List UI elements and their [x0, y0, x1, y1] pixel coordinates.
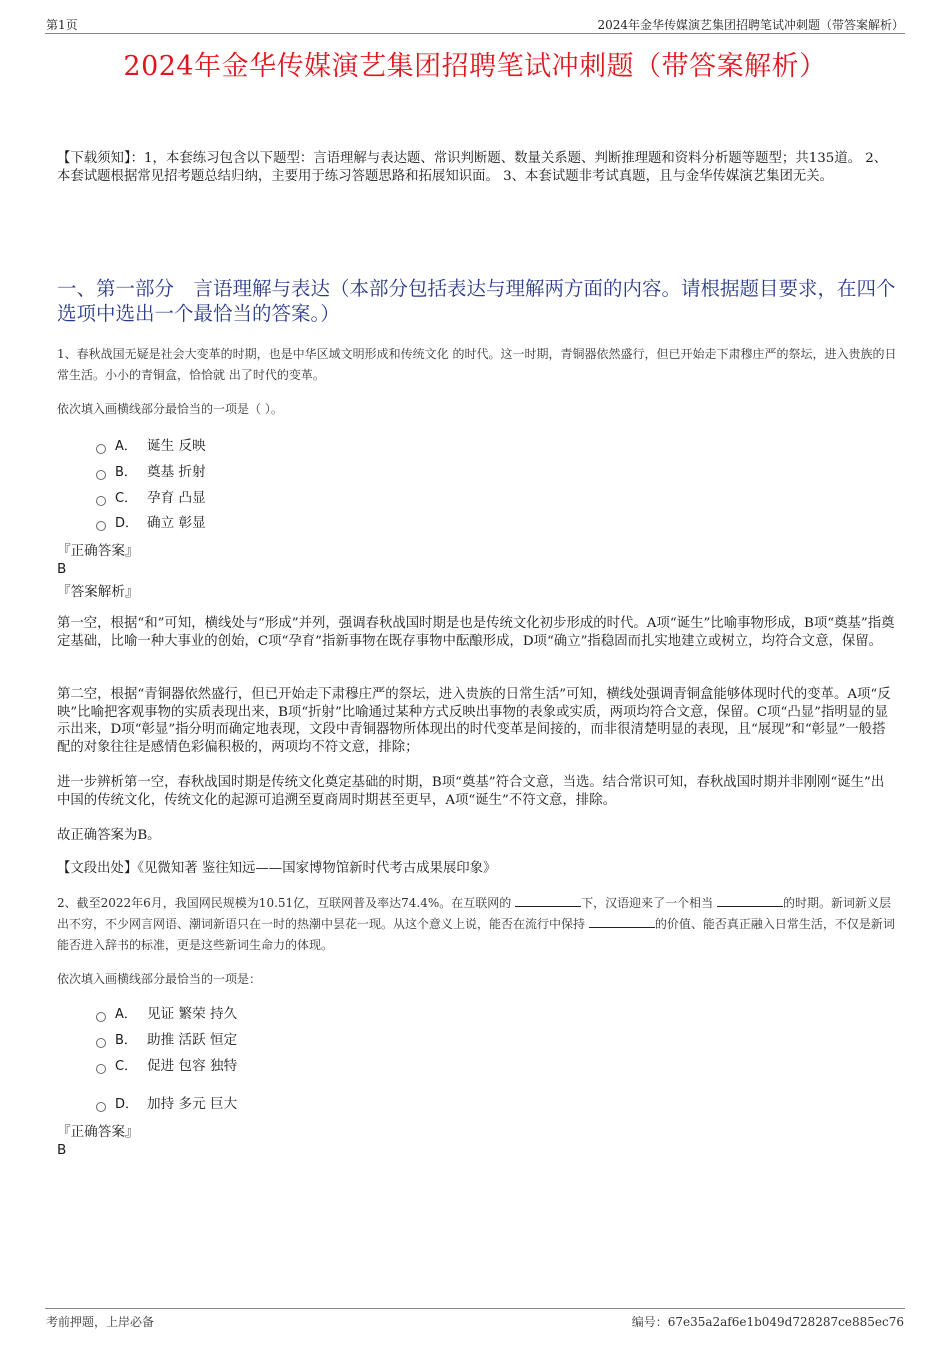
radio-icon[interactable] — [96, 444, 106, 454]
question-2-prompt: 依次填入画横线部分最恰当的一项是： — [57, 972, 262, 986]
question-2-answer: B — [57, 1142, 67, 1158]
footer-document-id: 编号：67e35a2af6e1b049d728287ce885ec76 — [631, 1315, 904, 1329]
blank-2 — [717, 906, 783, 907]
question-2-option-a[interactable]: A． 见证 繁荣 持久 — [96, 1004, 237, 1024]
question-1-prompt: 依次填入画横线部分最恰当的一项是（ ）。 — [57, 402, 283, 416]
footer-slogan: 考前押题，上岸必备 — [46, 1315, 155, 1329]
radio-icon[interactable] — [96, 1102, 106, 1112]
question-1-option-b[interactable]: B． 奠基 折射 — [96, 462, 206, 482]
blank-3 — [589, 927, 655, 928]
question-2-stem: 2、截至2022年6月，我国网民规模为10.51亿，互联网普及率达74.4%。在互联网的 下，汉语迎来了一个相当 的时期。新词新义层出不穷，不少网言网语、潮词新语只在一时的热潮中昙花一现。从这个意义上说，能否在流行中保持 的价值、能否真正融入日常生活，不仅是新词能否进入辞书的标准，更是这些新词生命力的体现。 — [57, 896, 895, 952]
question-1-analysis-2: 第二空，根据“青铜器依然盛行，但已开始走下肃穆庄严的祭坛，进入贵族的日常生活”可知，横线处强调青铜盒能够体现时代的变革。A项“反映”比喻把客观事物的实质表现出来，B项“折射”比喻通过某种方式反映出事物的表象或实质，两项均符合文意，保留。C项“凸显”指明显的显示出来，D项“彰显”指分明而确定地表现，文段中青铜器物所体现出的时代变革是间接的，而非很清楚明显的表现，且“展现”和“彰显”一般搭配的对象往往是感情色彩偏积极的，两项均不符文意，排除； — [57, 687, 891, 755]
question-1-option-c[interactable]: C． 孕育 凸显 — [96, 488, 206, 508]
page-title: 2024年金华传媒演艺集团招聘笔试冲刺题（带答案解析） — [123, 51, 827, 82]
page-number: 第1页 — [46, 18, 78, 32]
header-doc-title: 2024年金华传媒演艺集团招聘笔试冲刺题（带答案解析） — [597, 18, 904, 32]
radio-icon[interactable] — [96, 521, 106, 531]
radio-icon[interactable] — [96, 470, 106, 480]
question-2-answer-heading: 『正确答案』 — [57, 1124, 139, 1140]
question-1-answer: B — [57, 561, 67, 577]
radio-icon[interactable] — [96, 496, 106, 506]
radio-icon[interactable] — [96, 1038, 106, 1048]
blank-1 — [515, 906, 581, 907]
question-1-option-a[interactable]: A． 诞生 反映 — [96, 436, 206, 456]
section-heading: 一、第一部分 言语理解与表达（本部分包括表达与理解两方面的内容。请根据题目要求，在四个选项中选出一个最恰当的答案。） — [57, 277, 896, 325]
question-1-analysis-1: 第一空，根据“和”可知，横线处与“形成”并列，强调春秋战国时期是也是传统文化初步形成的时代。A项“诞生”比喻事物形成，B项“奠基”指奠定基础，比喻一种大事业的创始，C项“孕育”指新事物在既存事物中酝酿形成，D项“确立”指稳固而扎实地建立或树立，均符合文意，保留。 — [57, 616, 895, 649]
header-rule — [45, 33, 905, 34]
question-1-analysis-3: 进一步辨析第一空，春秋战国时期是传统文化奠定基础的时期，B项“奠基”符合文意，当选。结合常识可知，春秋战国时期并非刚刚“诞生”出中国的传统文化，传统文化的起源可追溯至夏商周时期甚至更早，A项“诞生”不符文意，排除。 — [57, 775, 885, 808]
footer-rule — [45, 1308, 905, 1309]
question-1-analysis-4: 故正确答案为B。 — [57, 828, 161, 843]
question-2-option-b[interactable]: B． 助推 活跃 恒定 — [96, 1030, 237, 1050]
question-1-source: 【文段出处】《见微知著 鉴往知远——国家博物馆新时代考古成果展印象》 — [57, 861, 497, 876]
question-2-option-d[interactable]: D． 加持 多元 巨大 — [96, 1094, 237, 1114]
question-2-option-c[interactable]: C． 促进 包容 独特 — [96, 1056, 237, 1076]
question-1-answer-heading: 『正确答案』 — [57, 543, 139, 559]
radio-icon[interactable] — [96, 1012, 106, 1022]
question-1-analysis-heading: 『答案解析』 — [57, 584, 139, 600]
download-notice: 【下载须知】：1，本套练习包含以下题型：言语理解与表达题、常识判断题、数量关系题、判断推理题和资料分析题等题型；共135道。 2、本套试题根据常见招考题总结归纳，主要用于练习答题思路和拓展知识面。 3、本套试题非考试真题，且与金华传媒演艺集团无关。 — [57, 151, 888, 184]
radio-icon[interactable] — [96, 1064, 106, 1074]
question-1-option-d[interactable]: D． 确立 彰显 — [96, 513, 206, 533]
question-1-stem: 1、春秋战国无疑是社会大变革的时期，也是中华区域文明形成和传统文化 的时代。这一时期，青铜器依然盛行，但已开始走下肃穆庄严的祭坛，进入贵族的日常生活。小小的青铜盒，恰恰就 出了时代的变革。 — [57, 347, 897, 382]
